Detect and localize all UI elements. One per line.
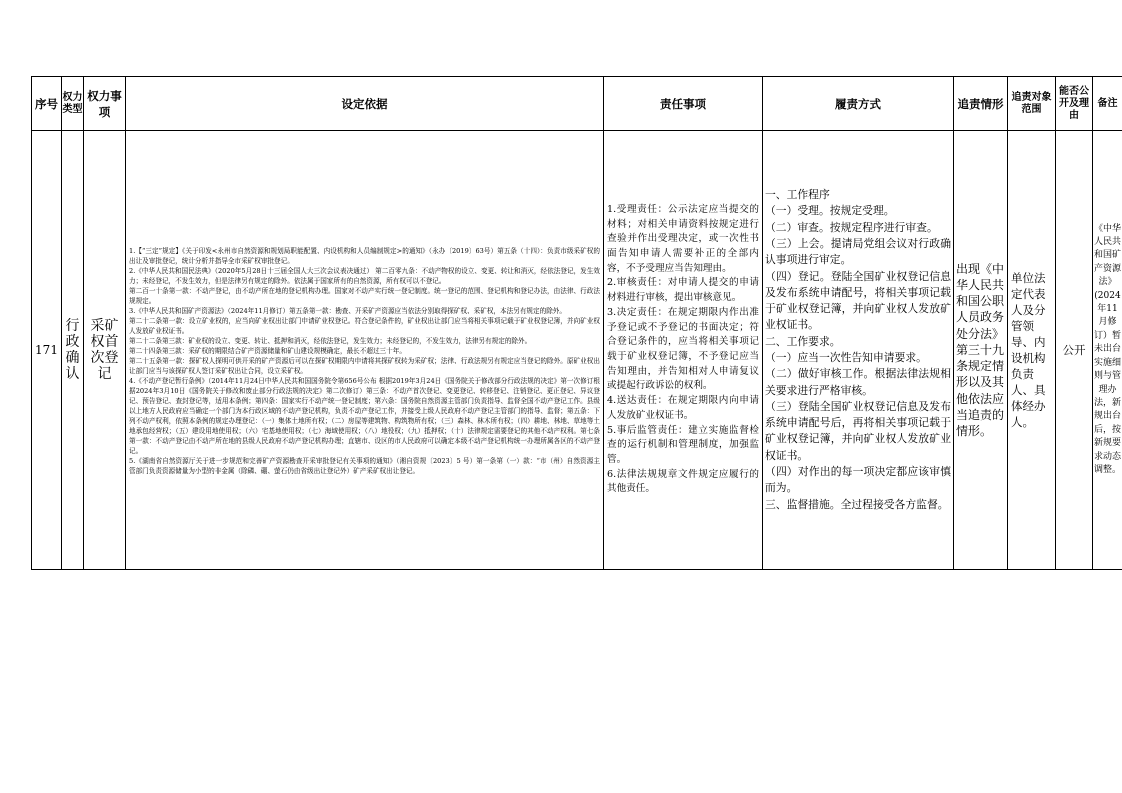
header-type: 权力类型 — [62, 77, 84, 131]
responsibility-item: 4.送达责任：在规定期限内向申请人发放矿业权证书。 — [607, 395, 759, 421]
method-item: （三）登陆全国矿业权登记信息及发布系统申请配号后，再将相关事项记载于矿业权登记簿，并向矿业权人发放矿业权证书。 — [765, 399, 951, 462]
cell-type-text: 行政确认 — [65, 318, 80, 382]
cell-responsibility — [604, 131, 763, 570]
cell-accountability: 出现《中华人民共和国公职人员政务处分法》第三十九条规定情形以及其他依法应当追责的情形。 — [954, 131, 1008, 570]
basis-paragraph: 1.【“三定”规定】《关于印发<永州市自然资源和规划局职能配置、内设机构和人员编制规定>的通知》（永办〔2019〕63号）第五条（十四）：负责市级采矿权的出让及审批登记，统计分析并指导全市采矿权审批登记。 — [129, 247, 600, 265]
method-item: 一、工作程序 — [765, 188, 830, 202]
header-method: 履责方式 — [763, 77, 954, 131]
basis-paragraph: 第二十四条第三款：采矿权的期限结合矿产资源储量和矿山建设规模确定，最长不超过三十年。 — [129, 347, 406, 355]
header-open: 能否公开及理由 — [1056, 77, 1093, 131]
method-item: （四）登记。登陆全国矿业权登记信息及发布系统申请配号，将相关事项记载于矿业权登记簿，并向矿业权人发放矿业权证书。 — [765, 269, 951, 332]
cell-scope: 单位法定代表人及分管领导、内设机构负责人、具体经办人。 — [1008, 131, 1056, 570]
cell-seq: 171 — [32, 131, 62, 570]
responsibility-item: 3.决定责任：在规定期限内作出准予登记或不予登记的书面决定；符合登记条件的，应当将相关事项记载于矿业权登记簿，不予登记应当告知理由，并告知相对人申请复议或提起行政诉讼的权利。 — [607, 306, 759, 392]
basis-paragraph: 第二十二条第一款：设立矿业权的，应当向矿业权出让部门申请矿业权登记。符合登记条件的，矿业权出让部门应当将相关事项记载于矿业权登记簿，并向矿业权人发放矿业权证书。 — [129, 317, 600, 335]
responsibility-item: 1.受理责任：公示法定应当提交的材料；对相关申请资料按规定进行查验并作出受理决定，或一次性书面告知申请人需要补正的全部内容，不予受理应当告知理由。 — [607, 203, 759, 274]
basis-paragraph: 第二百一十条第一款：不动产登记，由不动产所在地的登记机构办理。国家对不动产实行统一登记制度。统一登记的范围、登记机构和登记办法，由法律、行政法规规定。 — [129, 287, 600, 305]
cell-item — [84, 131, 126, 570]
header-seq: 序号 — [32, 77, 62, 131]
table-row — [32, 131, 1122, 570]
method-item: 三、监督措施。全过程接受各方监督。 — [765, 497, 949, 511]
cell-type — [62, 131, 84, 570]
cell-open: 公开 — [1056, 131, 1093, 570]
basis-paragraph: 4.《不动产登记暂行条例》（2014年11月24日中华人民共和国国务院令第656号公布 根据2019年3月24日《国务院关于修改部分行政法规的决定》第一次修订根据2024年3月10日《国务院关于修改和废止部分行政法规的决定》第二次修订）第三条：不动产首次登记、变更登记、转移登记、注销登记、更正登记、异议登记、预告登记、查封登记等，适用本条例；第四条：国家实行不动产统一登记制度；第六条：国务院自然资源主管部门负责指导、监督全国不动产登记工作。县级以上地方人民政府应当确定一个部门为本行政区域的不动产登记机构，负责不动产登记工作，并接受上级人民政府不动产登记主管部门的指导、监督；第五条：下列不动产权利，依照本条例的规定办理登记：（一）集体土地所有权；（二）房屋等建筑物、构筑物所有权；（三）森林、林木所有权；（四）耕地、林地、草地等土地承包经营权；（五）建设用地使用权；（六）宅基地使用权；（七）海域使用权；（八）地役权；（九）抵押权；（十）法律规定需要登记的其他不动产权利。第七条第一款：不动产登记由不动产所在地的县级人民政府不动产登记机构办理；直辖市、设区的市人民政府可以确定本级不动产登记机构统一办理所属各区的不动产登记。 — [129, 377, 600, 455]
header-item: 权力事项 — [84, 77, 126, 131]
method-item: （二）做好审核工作。根据法律法规相关要求进行严格审核。 — [765, 367, 951, 397]
method-item: （四）对作出的每一项决定都应该审慎而为。 — [765, 465, 951, 495]
cell-method — [763, 131, 954, 570]
responsibility-item: 6.法律法规规章文件规定应履行的其他责任。 — [607, 468, 759, 495]
cell-item-text: 采矿权首次登记 — [90, 318, 119, 382]
method-item: （三）上会。提请局党组会议对行政确认事项进行审定。 — [765, 236, 951, 267]
header-basis: 设定依据 — [126, 77, 604, 131]
header-remark: 备注 — [1093, 77, 1122, 131]
cell-basis — [126, 131, 604, 570]
method-item: （二）审查。按规定程序进行审查。 — [765, 220, 938, 234]
basis-paragraph: 第二十五条第一款：探矿权人探明可供开采的矿产资源后可以在探矿权期限内申请将其探矿权转为采矿权；法律、行政法规另有规定应当登记的除外。原矿业权出让部门应当与该探矿权人签订采矿权出让合同，设立采矿权。 — [129, 357, 600, 375]
header-scope: 追责对象范围 — [1008, 77, 1056, 131]
method-item: （一）受理。按规定受理。 — [765, 204, 895, 218]
power-list-table — [31, 76, 1122, 570]
method-item: （一）应当一次性告知申请要求。 — [765, 351, 927, 364]
basis-list — [129, 224, 600, 476]
header-responsibility: 责任事项 — [604, 77, 763, 131]
basis-paragraph: 2.《中华人民共和国民法典》（2020年5月28日十三届全国人大三次会议表决通过） 第二百零九条：不动产物权的设立、变更、转让和消灭，经依法登记，发生效力；未经登记，不发生效力，但是法律另有规定的除外。依法属于国家所有的自然资源，所有权可以不登记。 — [129, 267, 600, 285]
responsibility-item: 5.事后监管责任：建立实施监督检查的运行机制和管理制度，加强监管。 — [607, 424, 759, 465]
responsibility-item: 2.审核责任：对申请人提交的申请材料进行审核，提出审核意见。 — [607, 277, 759, 304]
header-row — [32, 77, 1122, 131]
cell-remark: 《中华人民共和国矿产资源法》(2024年11月修订）暂未出台实施细则与管理办法，新规出台后，按新规要求动态调整。 — [1093, 131, 1122, 570]
basis-paragraph: 5.《湖南省自然资源厅关于进一步规范和完善矿产资源勘查开采审批登记有关事项的通知》（湘自资规〔2023〕5 号）第一条第（一）款：“市（州）自然资源主管部门负责资源储量为小型的非金属（除磷、硼、萤石仍由省级出让登记外）矿产采矿权出让登记。 — [129, 457, 600, 475]
basis-paragraph: 3.《中华人民共和国矿产资源法》（2024年11月修订）第五条第一款：勘查、开采矿产资源应当依法分别取得探矿权、采矿权，本法另有规定的除外。 — [129, 307, 566, 315]
method-item: 二、工作要求。 — [765, 334, 841, 348]
header-accountability: 追责情形 — [954, 77, 1008, 131]
basis-paragraph: 第二十二条第三款：矿业权的设立、变更、转让、抵押和消灭，经依法登记，发生效力；未经登记的，不发生效力，法律另有规定的除外。 — [129, 337, 532, 345]
